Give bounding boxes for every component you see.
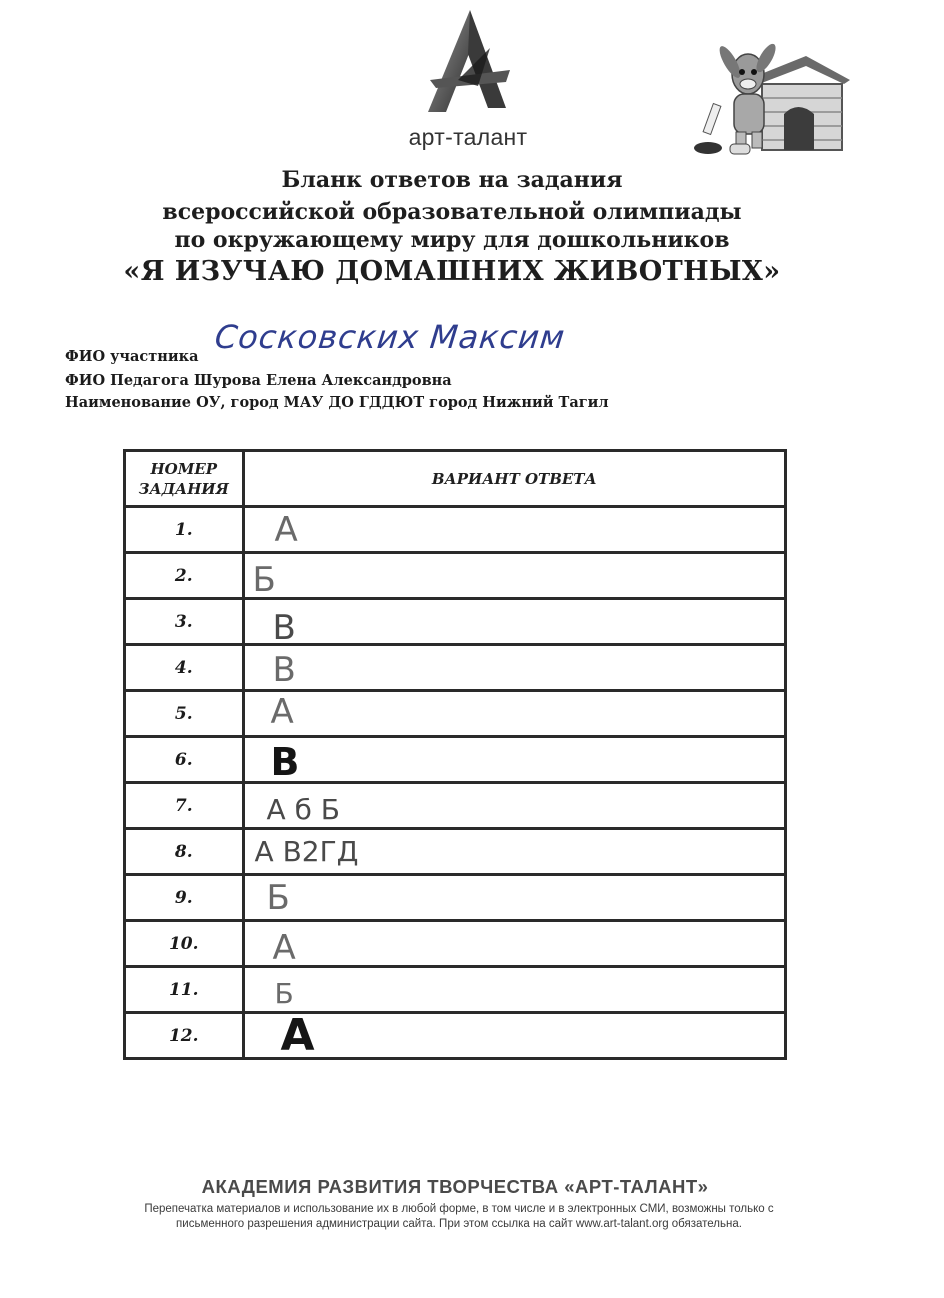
table-row — [125, 737, 786, 783]
answer-cell[interactable] — [243, 783, 785, 829]
answer-cell[interactable] — [243, 553, 785, 599]
teacher-info: ФИО Педагога Шурова Елена Александровна — [65, 372, 452, 389]
table-row — [125, 599, 786, 645]
task-number: 9. — [125, 875, 244, 921]
table-row — [125, 553, 786, 599]
table-row — [125, 645, 786, 691]
table-row — [125, 691, 786, 737]
answer-cell[interactable] — [243, 875, 785, 921]
task-number: 3. — [125, 599, 244, 645]
task-number: 5. — [125, 691, 244, 737]
student-name-handwritten: Сосковских Максим — [213, 318, 568, 356]
form-title-line-1: Бланк ответов на задания — [281, 167, 623, 193]
form-title-line-2: всероссийской образовательной олимпиады — [162, 199, 742, 225]
task-number: 7. — [125, 783, 244, 829]
handwritten-answer: А — [270, 692, 294, 732]
handwritten-answer: В — [272, 650, 296, 690]
task-number: 6. — [125, 737, 244, 783]
student-label: ФИО участника — [65, 348, 199, 365]
handwritten-answer: А б Б — [266, 793, 340, 826]
handwritten-answer: А В2ГД — [254, 835, 359, 868]
answer-cell[interactable] — [243, 645, 785, 691]
task-number: 4. — [125, 645, 244, 691]
header-task-number — [125, 451, 244, 507]
answer-cell[interactable] — [243, 507, 785, 553]
task-number: 11. — [125, 967, 244, 1013]
header-task-number-line-2: ЗАДАНИЯ — [138, 479, 229, 498]
task-number: 10. — [125, 921, 244, 967]
handwritten-answer: А — [272, 928, 296, 968]
footer-title: АКАДЕМИЯ РАЗВИТИЯ ТВОРЧЕСТВА «АРТ-ТАЛАНТ» — [201, 1176, 709, 1197]
answer-cell[interactable] — [243, 691, 785, 737]
handwritten-answer: В — [270, 740, 300, 784]
header-answer-variant: ВАРИАНТ ОТВЕТА — [243, 451, 785, 507]
logo-text: арт-талант — [408, 124, 528, 150]
olympiad-name: «Я ИЗУЧАЮ ДОМАШНИХ ЖИВОТНЫХ» — [123, 256, 781, 287]
answer-cell[interactable] — [243, 1010, 785, 1061]
footer-copyright-note-line-2: письменного разрешения администрации сайта. При этом ссылка на сайт www.art-talant.org обязательна. — [176, 1218, 742, 1230]
table-row — [125, 875, 786, 921]
table-row — [125, 967, 786, 1013]
art-talant-logo-icon — [418, 8, 514, 118]
handwritten-answer: В — [272, 608, 296, 648]
header-task-number-line-1: НОМЕР — [150, 459, 218, 478]
handwritten-answer: А — [274, 510, 298, 550]
table-row — [125, 1013, 786, 1059]
footer-copyright-note-line-1: Перепечатка материалов и использование их в любой форме, в том числе и в электронных СМИ, возможны только с — [144, 1203, 774, 1215]
form-title-line-3: по окружающему миру для дошкольников — [174, 227, 730, 253]
answer-cell[interactable] — [243, 967, 785, 1013]
handwritten-answer: Б — [266, 878, 290, 918]
answer-cell[interactable] — [243, 921, 785, 967]
handwritten-answer: А — [280, 1010, 315, 1061]
task-number: 12. — [125, 1013, 244, 1059]
table-header-row — [125, 451, 786, 507]
task-number: 1. — [125, 507, 244, 553]
table-row — [125, 829, 786, 875]
table-row — [125, 783, 786, 829]
handwritten-answer: Б — [274, 977, 294, 1010]
answer-cell[interactable] — [243, 599, 785, 648]
school-info: Наименование ОУ, город МАУ ДО ГДДЮТ город Нижний Тагил — [65, 394, 609, 411]
table-row — [125, 921, 786, 967]
answer-table — [123, 449, 787, 1127]
handwritten-answer: Б — [252, 560, 276, 600]
task-number: 2. — [125, 553, 244, 599]
answer-cell[interactable] — [243, 737, 785, 783]
dog-house-illustration-icon — [686, 36, 854, 160]
answer-cell[interactable] — [243, 829, 785, 875]
task-number: 8. — [125, 829, 244, 875]
table-row — [125, 507, 786, 553]
